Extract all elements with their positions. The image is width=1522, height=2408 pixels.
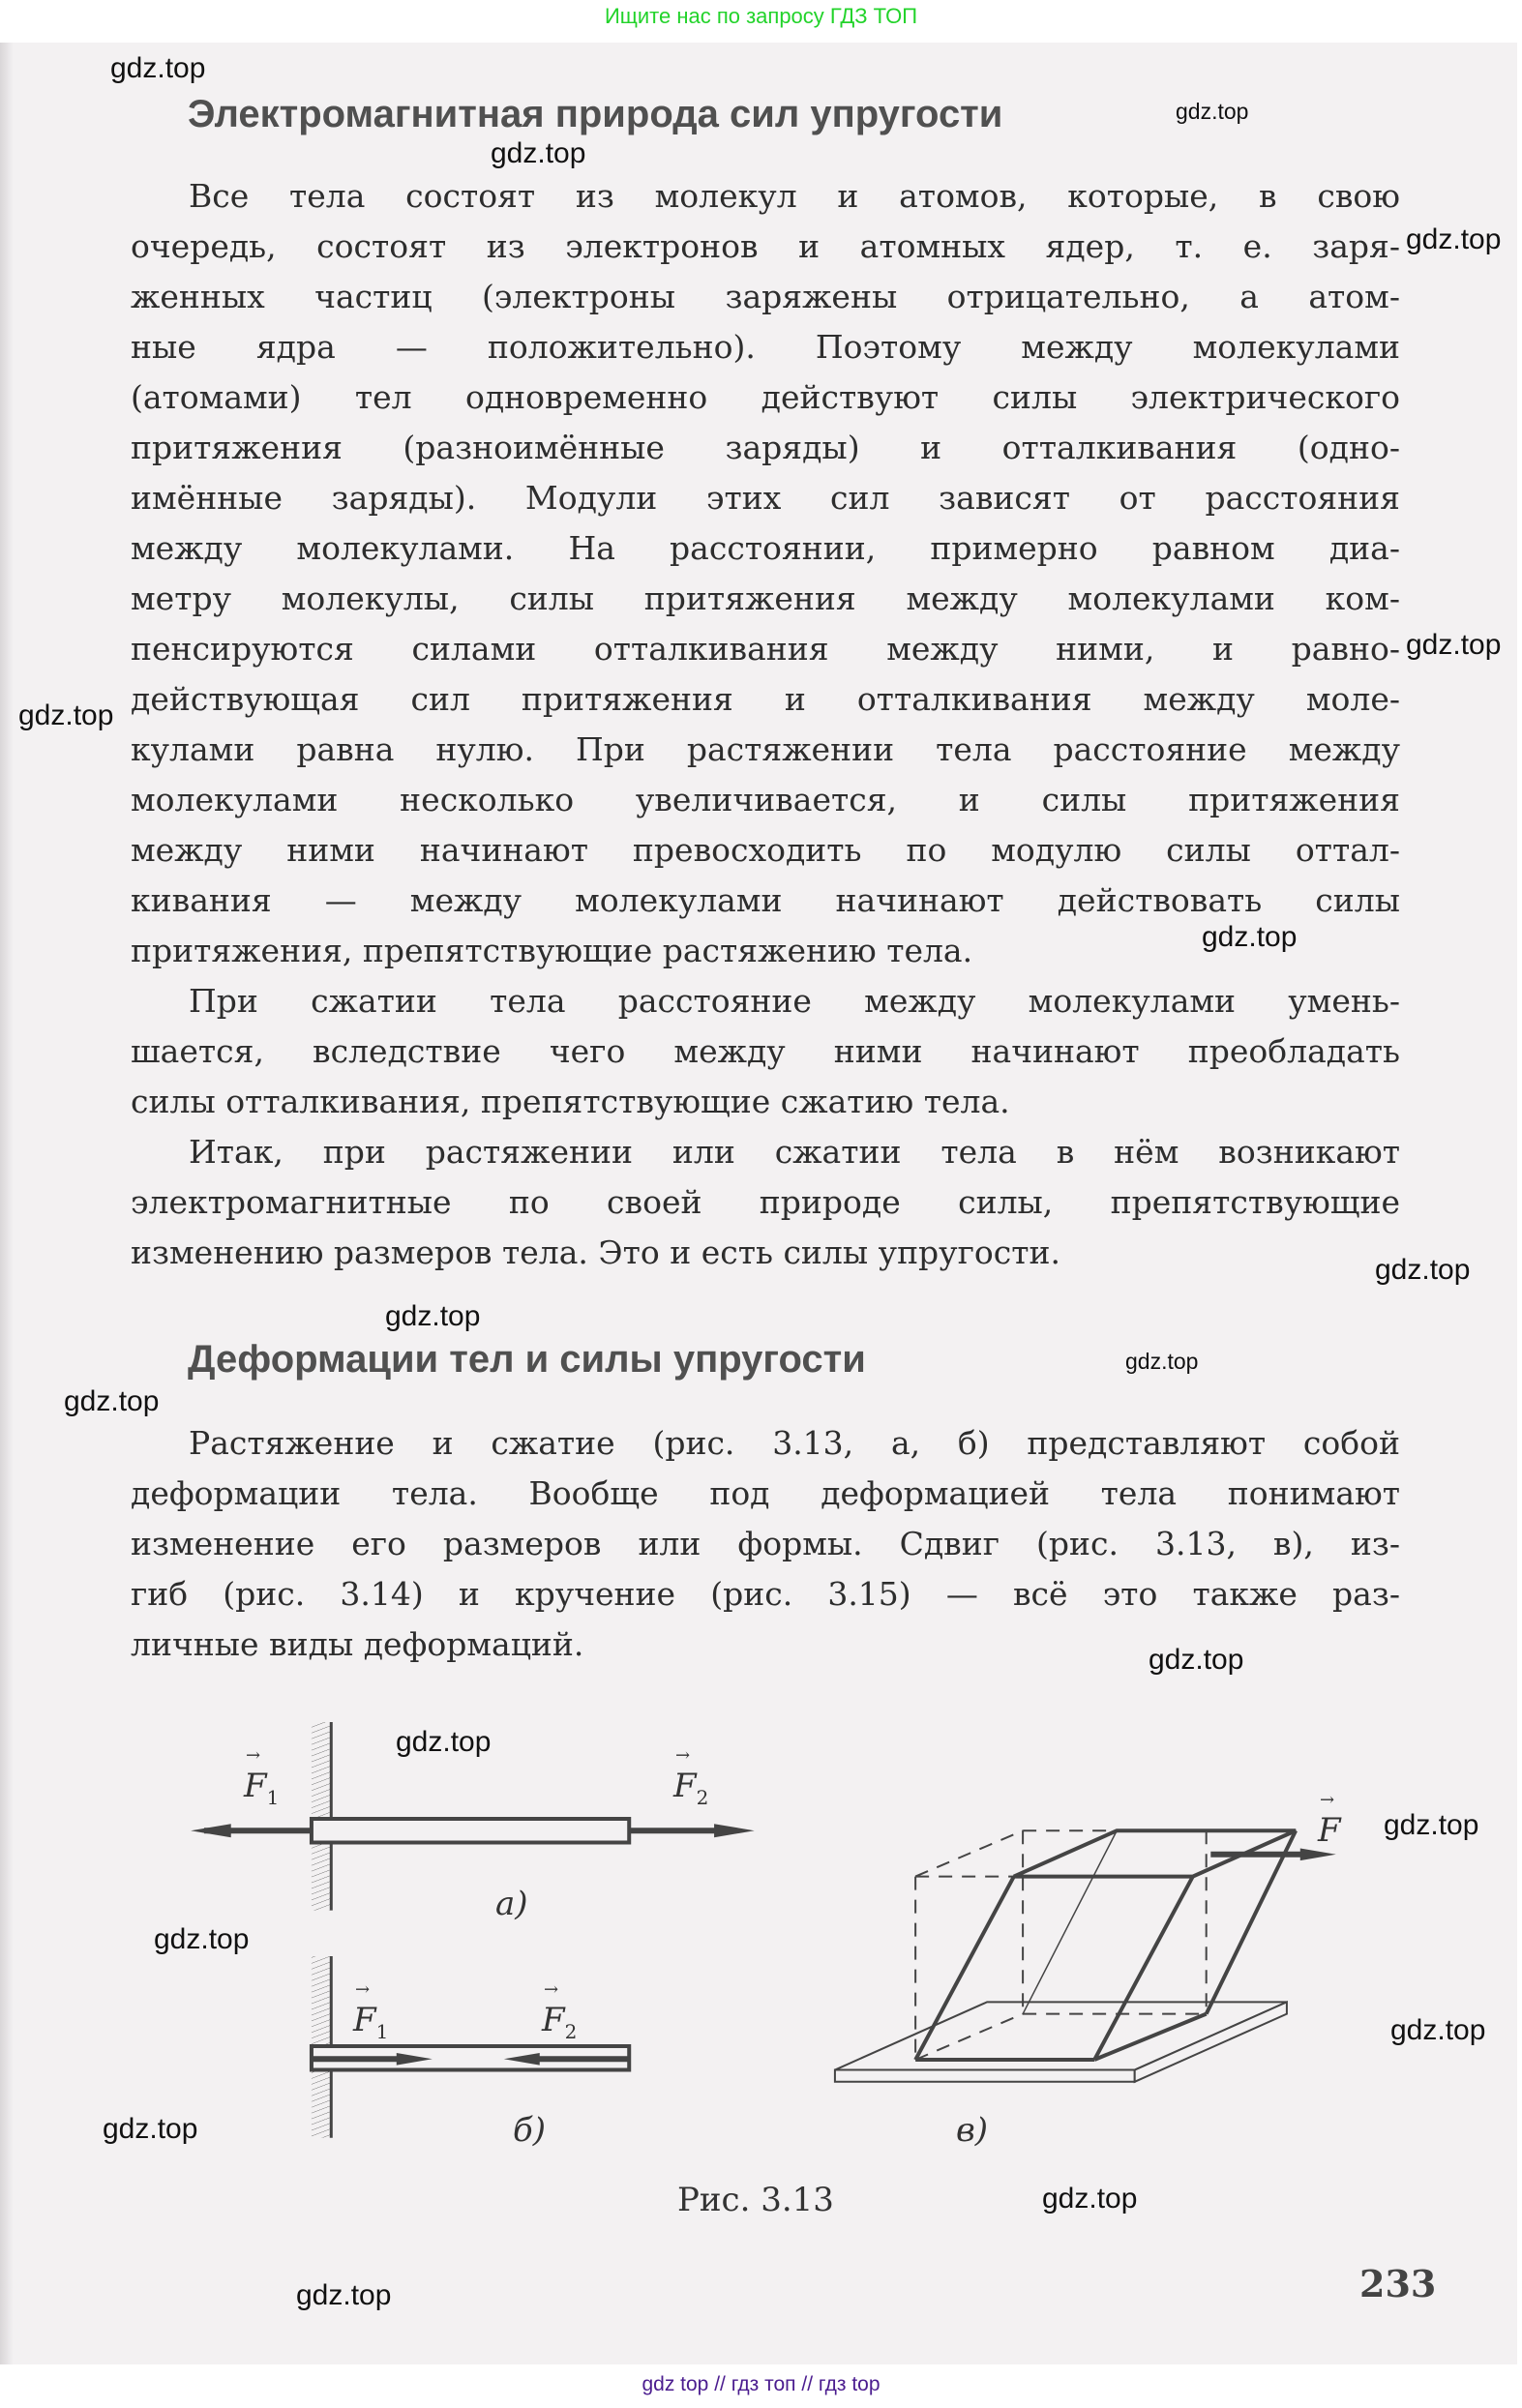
label-f-c: → F [1318, 1811, 1341, 1850]
paragraph-line: действующая сил притяжения и отталкивания между моле- [131, 680, 1400, 718]
paragraph-line: кивания — между молекулами начинают действовать силы [131, 881, 1400, 919]
top-banner[interactable]: Ищите нас по запросу ГДЗ ТОП [604, 4, 918, 28]
paragraph-line: Растяжение и сжатие (рис. 3.13, а, б) представляют собой [189, 1424, 1400, 1462]
paragraph-line: шается, вследствие чего между ними начинают преобладать [131, 1032, 1400, 1070]
paragraph-line: между молекулами. На расстоянии, примерно равном диа- [131, 529, 1400, 567]
watermark: gdz.top [18, 699, 114, 731]
paragraph-line: пенсируются силами отталкивания между ними, и равно- [131, 630, 1400, 668]
paragraph-line: (атомами) тел одновременно действуют силы электрического [131, 378, 1400, 416]
label-f2-a: → $F_2$ [673, 1767, 708, 1809]
arrowhead-f2-a [714, 1824, 755, 1837]
text-block-electromagnetic [131, 171, 1400, 1278]
label-f2-b: → $F_2$ [542, 2001, 577, 2043]
watermark: gdz.top [1390, 2014, 1486, 2046]
paragraph-line: Итак, при растяжении или сжатии тела в нём возникают [189, 1133, 1400, 1171]
watermark: gdz.top [1384, 1809, 1479, 1841]
arrowhead-f-c [1300, 1848, 1336, 1860]
watermark: gdz.top [110, 52, 206, 84]
paragraph-line: метру молекулы, силы притяжения между молекулами ком- [131, 580, 1400, 617]
watermark: gdz.top [396, 1726, 492, 1758]
paragraph-line: притяжения, препятствующие растяжению тела. [131, 932, 973, 969]
watermark: gdz.top [296, 2279, 392, 2311]
page-number: 233 [1359, 2262, 1437, 2305]
paragraph-line: женных частиц (электроны заряжены отрицательно, а атом- [131, 278, 1400, 315]
watermark: gdz.top [1406, 223, 1502, 255]
wall-hatch-a [312, 1722, 331, 1911]
watermark: gdz.top [154, 1923, 250, 1955]
paragraph-line: молекулами несколько увеличивается, и силы притяжения [131, 781, 1400, 818]
paragraph-line: личные виды деформаций. [131, 1625, 584, 1663]
label-f1-a: → $F_1$ [244, 1767, 279, 1809]
watermark: gdz.top [103, 2113, 198, 2145]
watermark: gdz.top [1042, 2183, 1138, 2215]
arrowhead-f1-a [191, 1824, 231, 1837]
watermark: gdz.top [1406, 629, 1502, 661]
paragraph-line: очередь, состоят из электронов и атомных ядер, т. е. заря- [131, 227, 1400, 265]
bottom-banner[interactable]: gdz top // гдз топ // гдз top [642, 2373, 880, 2395]
paragraph-line: При сжатии тела расстояние между молекулами умень- [189, 982, 1400, 1020]
paragraph-line: имённые заряды). Модули этих сил зависят от расстояния [131, 479, 1400, 517]
paragraph-line: притяжения (разноимённые заряды) и отталкивания (одно- [131, 429, 1400, 466]
watermark: gdz.top [64, 1385, 160, 1417]
paragraph-line: деформации тела. Вообще под деформацией тела понимают [131, 1474, 1400, 1512]
watermark: gdz.top [1375, 1254, 1471, 1286]
label-f1-b: → $F_1$ [353, 2001, 388, 2043]
watermark: gdz.top [1125, 1349, 1199, 1374]
watermark: gdz.top [385, 1300, 481, 1332]
sheared-hidden-edge [1023, 1830, 1117, 2013]
paragraph-line: изменение его размеров или формы. Сдвиг (рис. 3.13, в), из- [131, 1525, 1400, 1562]
section-heading-deformations: Деформации тел и силы упругости [188, 1338, 866, 1381]
paragraph-line: кулами равна нулю. При растяжении тела расстояние между [131, 730, 1400, 768]
watermark: gdz.top [1202, 921, 1298, 953]
paragraph-line: Все тела состоят из молекул и атомов, которые, в свою [189, 177, 1400, 215]
rod-a [312, 1819, 629, 1843]
paragraph-line: между ними начинают превосходить по модулю силы оттал- [131, 831, 1400, 869]
label-a: а) [495, 1885, 528, 1923]
paragraph-line: гиб (рис. 3.14) и кручение (рис. 3.15) — всё это также раз- [131, 1575, 1400, 1613]
figure-3-13 [97, 1722, 1500, 2254]
paragraph-line: изменению размеров тела. Это и есть силы упругости. [131, 1234, 1060, 1271]
section-heading-electromagnetic: Электромагнитная природа сил упругости [188, 93, 1003, 135]
page-edge-shadow [0, 43, 14, 2364]
base-plate-front [835, 2070, 1135, 2082]
label-c: в) [956, 2111, 989, 2150]
label-b: б) [513, 2111, 547, 2150]
watermark: gdz.top [1149, 1644, 1244, 1676]
figure-caption: Рис. 3.13 [677, 2181, 834, 2219]
paragraph-line: ные ядра — положительно). Поэтому между молекулами [131, 328, 1400, 366]
watermark: gdz.top [1176, 99, 1249, 124]
paragraph-line: электромагнитные по своей природе силы, препятствующие [131, 1183, 1400, 1221]
text-block-deformations [131, 1418, 1400, 1670]
watermark: gdz.top [491, 137, 586, 169]
paragraph-line: силы отталкивания, препятствующие сжатию тела. [131, 1083, 1010, 1120]
